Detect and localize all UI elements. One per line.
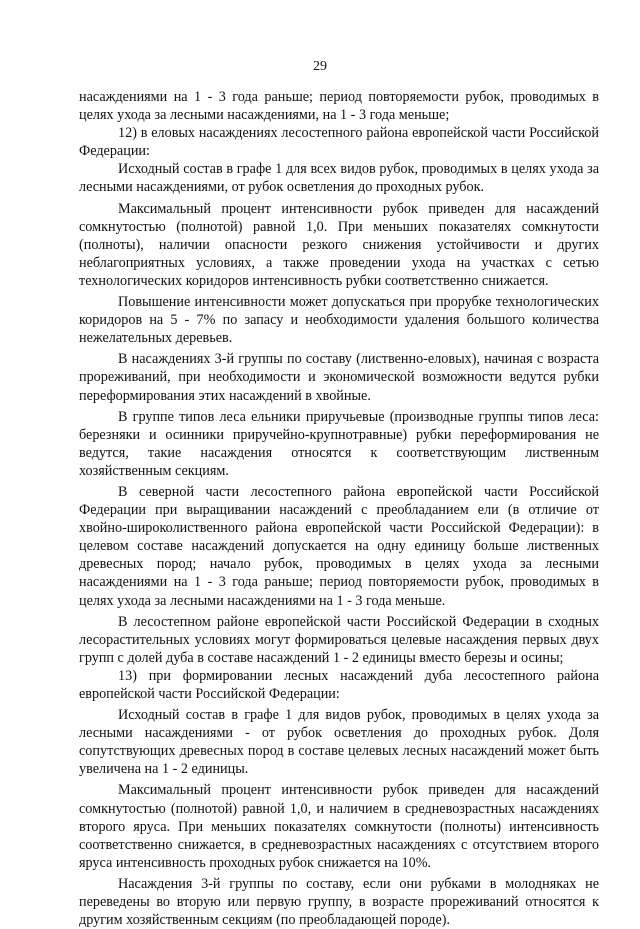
paragraph: Насаждения 3-й группы по составу, если они рубками в молодняках не переведены во вторую или первую группу, в возрасте прореживаний относятся к другим хозяйственным секциям (по преобладающей породе). xyxy=(79,875,599,929)
paragraph: Повышение интенсивности может допускаться при прорубке технологических коридоров на 5 - 7% по запасу и необходимости удаления большого количества нежелательных деревьев. xyxy=(79,294,599,347)
paragraph: В лесостепном районе европейской части Российской Федерации в сходных лесорастительных условиях могут формироваться целевые насаждения первых двух групп с долей дуба в составе насаждений 1 - 2 единицы вместо березы и осины; xyxy=(79,613,599,666)
document-body xyxy=(79,88,599,929)
paragraph: Исходный состав в графе 1 для видов рубок, проводимых в целях ухода за лесными насаждениями - от рубок осветления до проходных рубок. Доля сопутствующих древесных пород в составе целевых лесных насаждений может быть увеличена на 1 - 2 единицы. xyxy=(79,707,599,778)
paragraph-item-13-heading: 13) при формировании лесных насаждений дуба лесостепного района европейской части Российской Федерации: xyxy=(79,667,599,702)
paragraph-continuation: насаждениями на 1 - 3 года раньше; период повторяемости рубок, проводимых в целях ухода за лесными насаждениями, на 1 - 3 года меньше; xyxy=(79,89,599,124)
paragraph: Максимальный процент интенсивности рубок приведен для насаждений сомкнутостью (полнотой) равной 1,0. При меньших показателях сомкнутости (полноты), наличии опасности резкого снижения устойчивости и других неблагоприятных условиях, а также проведении ухода на участках с сетью технологических коридоров интенсивность рубки соответственно снижается. xyxy=(79,200,599,289)
paragraph-item-12-heading: 12) в еловых насаждениях лесостепного района европейской части Российской Федерации: xyxy=(79,125,599,160)
paragraph: В насаждениях 3-й группы по составу (лиственно-еловых), начиная с возраста прореживаний, при необходимости и экономической возможности ведутся рубки переформирования этих насаждений в хвойные. xyxy=(79,351,599,404)
paragraph: В группе типов леса ельники приручьевые (производные группы типов леса: березняки и осинники приручейно-крупнотравные) рубки переформирования не ведутся, такие насаждения относятся к соответствующим лиственным хозяйственным секциям. xyxy=(79,408,599,479)
paragraph: Исходный состав в графе 1 для всех видов рубок, проводимых в целях ухода за лесными насаждениями, от рубок осветления до проходных рубок. xyxy=(79,161,599,196)
paragraph: Максимальный процент интенсивности рубок приведен для насаждений сомкнутостью (полнотой) равной 1,0, и наличием в средневозрастных насаждениях второго яруса. При меньших показателях сомкнутости (полноты) интенсивность соответственно снижается, в средневозрастных насаждениях с отсутствием второго яруса интенсивность проходных рубок снижается на 10%. xyxy=(79,782,599,871)
page-number: 29 xyxy=(313,59,327,74)
paragraph: В северной части лесостепного района европейской части Российской Федерации при выращивании насаждений с преобладанием ели (в отличие от хвойно-широколиственного района европейской части Российской Федерации): в целевом составе насаждений допускается на одну единицу больше лиственных древесных пород; начало рубок, проводимых в целях ухода за лесными насаждениями на 1 - 3 года раньше; период повторяемости рубок, проводимых в целях ухода за лесными насаждениями на 1 - 3 года меньше. xyxy=(79,483,599,609)
